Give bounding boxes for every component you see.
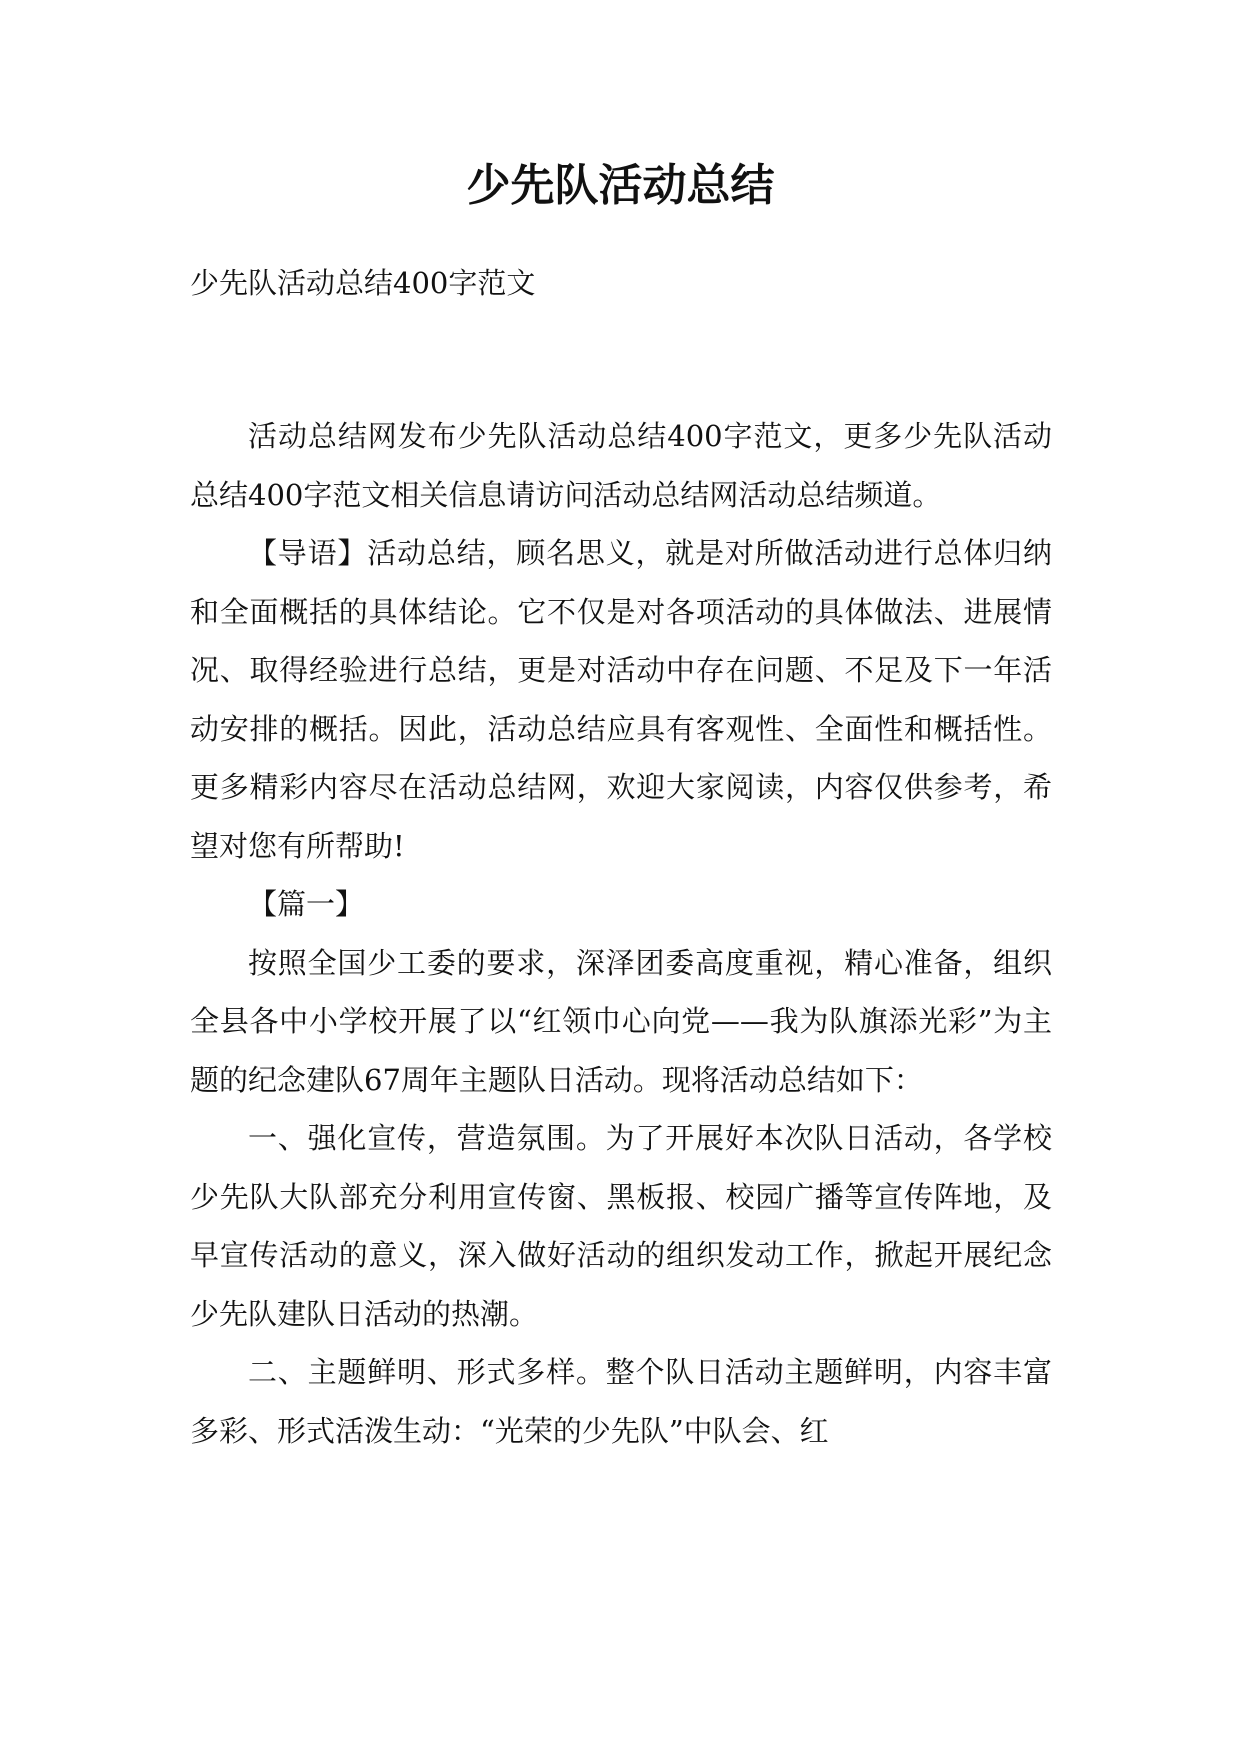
paragraph-point-two: 二、主题鲜明、形式多样。整个队日活动主题鲜明，内容丰富多彩、形式活泼生动：“光荣的少先队”中队会、红 [190,1355,1052,1448]
paragraph-point-one: 一、强化宣传，营造氛围。为了开展好本次队日活动，各学校少先队大队部充分利用宣传窗、黑板报、校园广播等宣传阵地，及早宣传活动的意义，深入做好活动的组织发动工作，掀起开展纪念少先队建队日活动的热潮。 [190,1121,1052,1331]
paragraph-intro: 活动总结网发布少先队活动总结400字范文，更多少先队活动总结400字范文相关信息请访问活动总结网活动总结频道。 [190,419,1052,512]
paragraph-section-heading: 【篇一】 [248,887,365,921]
document-subtitle: 少先队活动总结400字范文 [190,266,536,300]
paragraph-overview: 按照全国少工委的要求，深泽团委高度重视，精心准备，组织全县各中小学校开展了以“红领巾心向党——我为队旗添光彩”为主题的纪念建队67周年主题队日活动。现将活动总结如下： [190,945,1052,1097]
document-title: 少先队活动总结 [466,160,775,211]
paragraph-guide: 【导语】活动总结，顾名思义，就是对所做活动进行总体归纳和全面概括的具体结论。它不仅是对各项活动的具体做法、进展情况、取得经验进行总结，更是对活动中存在问题、不足及下一年活动安排的概括。因此，活动总结应具有客观性、全面性和概括性。更多精彩内容尽在活动总结网，欢迎大家阅读，内容仅供参考，希望对您有所帮助! [190,536,1052,863]
document-body [190,407,1052,1460]
